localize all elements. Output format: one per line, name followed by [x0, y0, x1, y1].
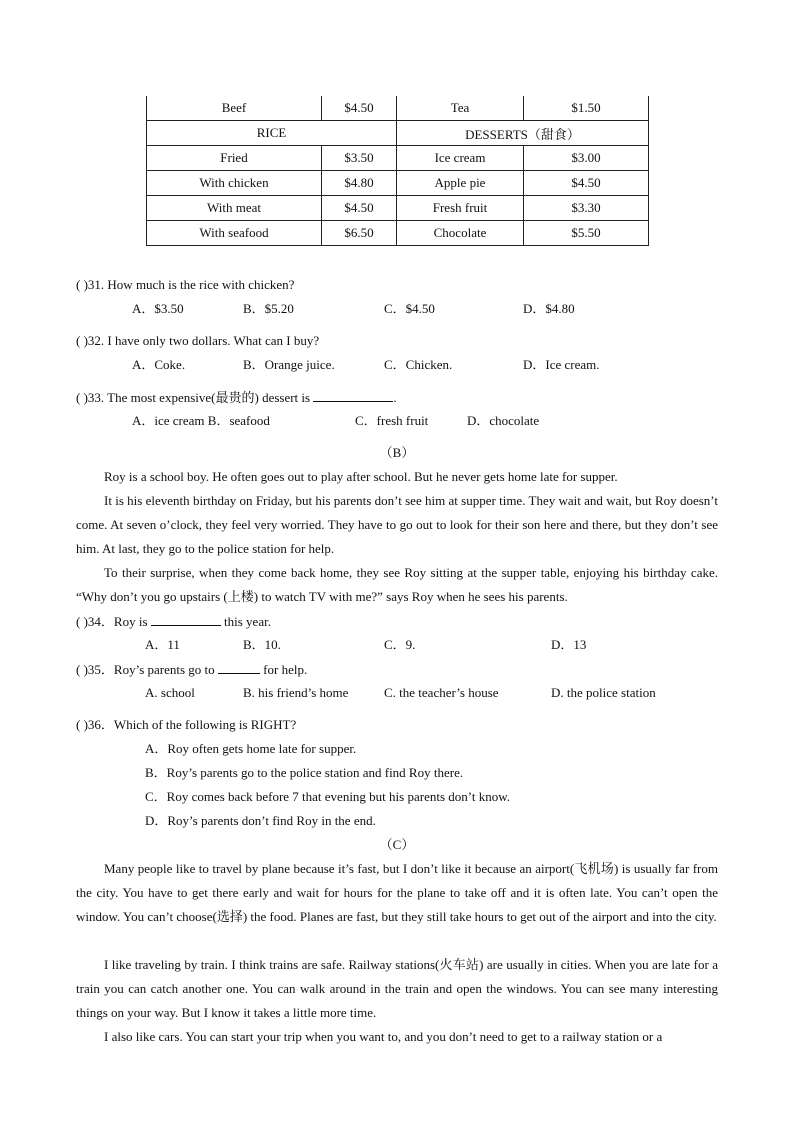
passage-c-paragraph-3 [76, 1025, 718, 1049]
table-row [147, 96, 649, 121]
fill-blank[interactable] [151, 613, 221, 626]
table-row [147, 146, 649, 171]
option-c: C．$4.50 [384, 301, 435, 316]
question-text-end: this year. [220, 614, 271, 629]
answer-bracket[interactable]: ( ) [76, 277, 88, 292]
menu-item-price: $4.50 [524, 171, 649, 196]
menu-item-name: With meat [147, 196, 322, 221]
paragraph-text: I like traveling by train. I think trains are safe. Railway stations(火车站) are usually in cities. When you are late for a train you can catch another one. You can walk around in the train and open the windows. You can see many interesting things on your way. But I know it takes a little more time. [76, 957, 718, 1020]
question-text: 36．Which of the following is RIGHT? [87, 717, 297, 732]
answer-bracket[interactable]: ( ) [76, 717, 88, 732]
paragraph-text: I also like cars. You can start your trip when you want to, and you don’t need to get to a railway station or a [104, 1029, 663, 1044]
question-text: 34．Roy is [87, 614, 151, 629]
menu-item-price: $6.50 [322, 221, 397, 246]
paragraph-text: It is his eleventh birthday on Friday, but his parents don’t see him at supper time. They wait and wait, but Roy doesn’t come. At seven o’clock, they feel very worried. They have to go out to look for their son here and there, but they don’t see him. At last, they go to the police station for help. [76, 493, 718, 556]
table-row [147, 196, 649, 221]
menu-item-name: Fried [147, 146, 322, 171]
answer-bracket[interactable]: ( ) [76, 662, 88, 677]
passage-b-paragraph-1 [76, 465, 718, 489]
option-a: A．Roy often gets home late for supper. [145, 741, 357, 756]
passage-b-paragraph-3 [76, 561, 718, 609]
fill-blank[interactable] [218, 661, 260, 674]
menu-item-price: $4.80 [322, 171, 397, 196]
question-31 [76, 277, 294, 293]
section-b-label: （B） [379, 445, 415, 460]
menu-item-price: $4.50 [322, 196, 397, 221]
menu-item-price: $5.50 [524, 221, 649, 246]
menu-item-name: Tea [397, 96, 524, 121]
question-text: 35．Roy’s parents go to [87, 662, 218, 677]
answer-bracket[interactable]: ( ) [76, 390, 88, 405]
desserts-header: DESSERTS（甜食） [397, 121, 649, 146]
question-34 [76, 613, 271, 630]
section-c-label: （C） [379, 837, 415, 852]
option-d: D．Ice cream. [523, 357, 600, 372]
question-33 [76, 389, 397, 406]
option-c: C．Roy comes back before 7 that evening but his parents don’t know. [145, 789, 511, 804]
menu-item-name: Ice cream [397, 146, 524, 171]
question-text-end: for help. [259, 662, 308, 677]
option-d: D．13 [551, 637, 587, 652]
option-d: D．$4.80 [523, 301, 575, 316]
table-row [147, 171, 649, 196]
rice-header: RICE [147, 121, 397, 146]
question-36 [76, 717, 296, 733]
option-d: D．Roy’s parents don’t find Roy in the end. [145, 813, 376, 828]
paragraph-text: Many people like to travel by plane because it’s fast, but I don’t like it because an airport(飞机场) is usually far from the city. You have to get there early and wait for hours for the plane to take off and it is often late. You can’t open the window. You can’t choose(选择) the food. Planes are fast, but they still take hours to get out of the airport and into the city. [76, 861, 718, 924]
option-a: A．$3.50 [132, 301, 184, 316]
question-text-end: . [393, 390, 397, 405]
option-c: C．Chicken. [384, 357, 453, 372]
menu-item-name: With chicken [147, 171, 322, 196]
question-35 [76, 661, 307, 678]
passage-c-paragraph-1 [76, 857, 718, 929]
menu-item-price: $3.30 [524, 196, 649, 221]
option-b: B. his friend’s home [243, 685, 349, 700]
option-c: C．fresh fruit [355, 413, 429, 428]
menu-price-table [146, 96, 649, 246]
passage-b-paragraph-2 [76, 489, 718, 561]
passage-c-paragraph-2 [76, 953, 718, 1025]
table-header-row [147, 121, 649, 146]
fill-blank[interactable] [313, 389, 393, 402]
option-a: A．11 [145, 637, 180, 652]
menu-item-name: With seafood [147, 221, 322, 246]
option-a: A．Coke. [132, 357, 186, 372]
option-c: C. the teacher’s house [384, 685, 499, 700]
option-d: D．chocolate [467, 413, 540, 428]
menu-item-price: $3.00 [524, 146, 649, 171]
paragraph-text: To their surprise, when they come back home, they see Roy sitting at the supper table, enjoying his birthday cake. “Why don’t you go upstairs (上楼) to watch TV with me?” says Roy when he sees his parents. [76, 565, 718, 604]
option-d: D. the police station [551, 685, 656, 700]
option-b: B．$5.20 [243, 301, 294, 316]
answer-bracket[interactable]: ( ) [76, 333, 88, 348]
menu-item-price: $1.50 [524, 96, 649, 121]
menu-item-name: Apple pie [397, 171, 524, 196]
option-b: B．Orange juice. [243, 357, 335, 372]
menu-item-name: Beef [147, 96, 322, 121]
paragraph-text: Roy is a school boy. He often goes out to play after school. But he never gets home late for supper. [104, 469, 618, 484]
option-b: B．10. [243, 637, 281, 652]
question-text: 33. The most expensive(最贵的) dessert is [87, 390, 314, 405]
option-b: B．Roy’s parents go to the police station and find Roy there. [145, 765, 464, 780]
answer-bracket[interactable]: ( ) [76, 614, 88, 629]
menu-item-price: $3.50 [322, 146, 397, 171]
question-text: 31. How much is the rice with chicken? [87, 277, 295, 292]
option-c: C．9. [384, 637, 416, 652]
menu-item-name: Fresh fruit [397, 196, 524, 221]
option-a-b: A．ice cream B．seafood [132, 413, 270, 428]
question-32 [76, 333, 319, 349]
table-row [147, 221, 649, 246]
menu-item-price: $4.50 [322, 96, 397, 121]
question-text: 32. I have only two dollars. What can I buy? [87, 333, 320, 348]
option-a: A. school [145, 685, 195, 700]
menu-item-name: Chocolate [397, 221, 524, 246]
